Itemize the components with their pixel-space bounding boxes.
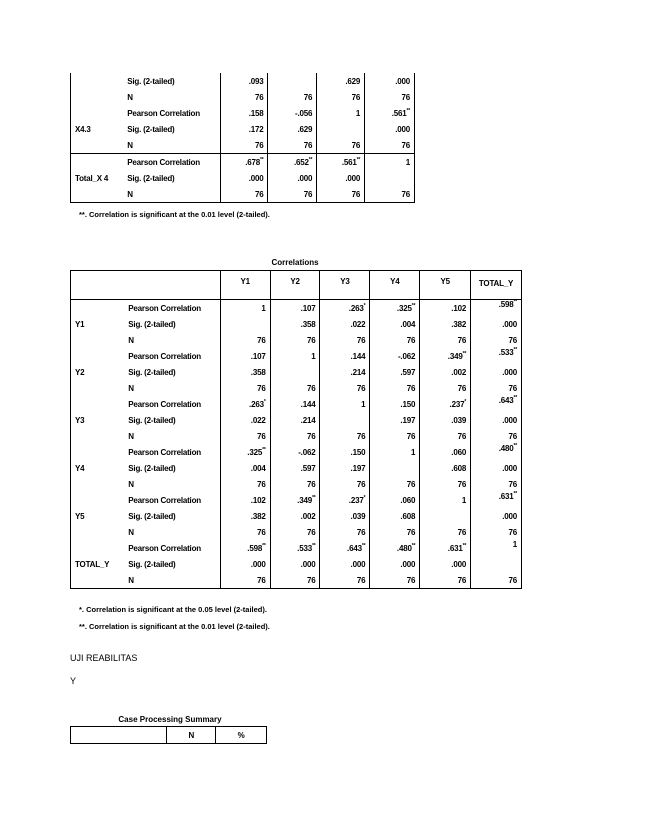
table-row [71, 476, 522, 492]
table-row [71, 524, 522, 540]
table-row [71, 332, 522, 348]
table-cell: .000 [471, 364, 522, 380]
table-cell: 76 [320, 524, 370, 540]
table-cell: .237* [420, 396, 471, 412]
table-cell: .608 [420, 460, 471, 476]
table-cell: .000 [420, 556, 471, 572]
table-cell: .197 [320, 460, 370, 476]
section-heading: UJI REABILITAS [70, 653, 138, 663]
statistic-label: Sig. (2-tailed) [128, 367, 176, 377]
statistic-label: N [124, 572, 220, 589]
table-cell: .000 [317, 170, 365, 186]
table-row [71, 396, 522, 412]
table-cell [220, 316, 270, 332]
case-processing-summary-table [70, 726, 267, 744]
table-cell: 76 [220, 428, 270, 444]
table-row [71, 154, 415, 171]
correlations-title: Correlations [271, 258, 319, 267]
table-cell: .237* [320, 492, 370, 508]
table-cell: 76 [268, 137, 317, 154]
table-cell: .598** [220, 540, 270, 556]
statistic-label: Sig. (2-tailed) [128, 463, 176, 473]
statistic-label: Sig. (2-tailed) [127, 76, 175, 86]
table-cell: 76 [270, 428, 320, 444]
table-cell: 76 [220, 524, 270, 540]
table-cell: .349** [270, 492, 320, 508]
table-cell: .002 [420, 364, 471, 380]
table-cell: .480** [370, 540, 420, 556]
row-group-label: Y5 [71, 492, 125, 540]
table-cell: 76 [268, 89, 317, 105]
table-cell: .597 [370, 364, 420, 380]
table-cell [320, 412, 370, 428]
column-header: Y3 [320, 271, 370, 300]
table-cell: .172 [220, 121, 268, 137]
footnote-significance-001: **. Correlation is significant at the 0.01 level (2-tailed). [79, 622, 270, 631]
table-cell: .000 [370, 556, 420, 572]
table-cell: .000 [220, 556, 270, 572]
table-cell: .382 [420, 316, 471, 332]
case-processing-summary-title: Case Processing Summary [118, 715, 222, 724]
row-group-label: Y2 [71, 348, 125, 396]
table-cell: .039 [320, 508, 370, 524]
table-cell: 76 [365, 137, 415, 154]
table-cell: 76 [420, 332, 471, 348]
table-cell: 76 [320, 380, 370, 396]
table-cell: .652** [268, 154, 317, 171]
table-cell: 76 [420, 428, 471, 444]
table-cell [317, 121, 365, 137]
table-cell: .598** [471, 300, 522, 317]
table-cell: .022 [320, 316, 370, 332]
table-row [71, 316, 522, 332]
statistic-label: N [123, 186, 220, 203]
table-cell: .358 [220, 364, 270, 380]
table-row [71, 300, 522, 317]
table-cell: .480** [471, 444, 522, 460]
statistic-label: Pearson Correlation [128, 543, 201, 553]
row-group-label: X4.3 [71, 121, 124, 137]
row-group-label: Total_X 4 [71, 154, 124, 203]
table-cell: .263* [320, 300, 370, 317]
table-cell: .643** [471, 396, 522, 412]
table-cell: 76 [320, 332, 370, 348]
table-cell: 1 [365, 154, 415, 171]
table-cell: 76 [370, 428, 420, 444]
row-group-label: Y4 [71, 444, 125, 492]
statistic-label: N [128, 479, 134, 489]
table-cell: .060 [370, 492, 420, 508]
table-row [71, 492, 522, 508]
statistic-label: N [123, 137, 220, 154]
table-cell: 76 [370, 572, 420, 589]
statistic-label: Sig. (2-tailed) [127, 173, 175, 183]
table-cell: 1 [370, 444, 420, 460]
statistic-label: Sig. (2-tailed) [128, 319, 176, 329]
statistic-label: N [128, 527, 134, 537]
table-cell: 76 [471, 524, 522, 540]
statistic-label: Sig. (2-tailed) [128, 559, 176, 569]
table-cell: 76 [220, 89, 268, 105]
table-cell [370, 460, 420, 476]
table-cell: -.062 [270, 444, 320, 460]
column-header: Y2 [270, 271, 320, 300]
table-cell: .325** [220, 444, 270, 460]
row-group-label [71, 73, 124, 89]
table-cell: 76 [270, 524, 320, 540]
table-cell: 76 [220, 572, 270, 589]
table-row [71, 428, 522, 444]
table-cell: .608 [370, 508, 420, 524]
correlation-table-x4 [70, 73, 415, 203]
table-cell [268, 73, 317, 89]
table-cell: 1 [317, 105, 365, 121]
footnote-significance-005: *. Correlation is significant at the 0.05 level (2-tailed). [79, 605, 267, 614]
table-cell: 1 [320, 396, 370, 412]
table-cell [420, 508, 471, 524]
statistic-label: Pearson Correlation [128, 495, 201, 505]
row-group-label: TOTAL_Y [71, 540, 125, 589]
table-cell: .678** [220, 154, 268, 171]
table-cell: 76 [317, 89, 365, 105]
table-cell: .533** [471, 348, 522, 364]
table-row [71, 556, 522, 572]
table-cell: .000 [268, 170, 317, 186]
table-cell: .039 [420, 412, 471, 428]
table-cell: 76 [270, 332, 320, 348]
row-group-label [71, 137, 124, 154]
table-cell: 76 [320, 476, 370, 492]
table-cell [365, 170, 415, 186]
header-corner [71, 727, 167, 744]
header-row [71, 271, 522, 300]
table-cell [471, 556, 522, 572]
statistic-label: Pearson Correlation [128, 447, 201, 457]
statistic-label: N [128, 383, 134, 393]
statistic-label: Sig. (2-tailed) [128, 511, 176, 521]
column-header: Y1 [220, 271, 270, 300]
table-cell: .631** [420, 540, 471, 556]
row-group-label [71, 105, 124, 121]
table-cell: 76 [471, 476, 522, 492]
table-cell: .102 [420, 300, 471, 317]
table-cell: .002 [270, 508, 320, 524]
table-row [71, 73, 415, 89]
table-row [71, 540, 522, 556]
table-cell: .004 [370, 316, 420, 332]
table-cell: .629 [317, 73, 365, 89]
table-cell: 76 [220, 332, 270, 348]
statistic-label: Pearson Correlation [127, 157, 200, 167]
table-cell: .197 [370, 412, 420, 428]
statistic-label: N [127, 92, 133, 102]
table-row [71, 572, 522, 589]
statistic-label: Sig. (2-tailed) [128, 415, 176, 425]
table-cell: .022 [220, 412, 270, 428]
table-cell: 76 [365, 89, 415, 105]
table-cell: 76 [420, 380, 471, 396]
header-corner [71, 271, 221, 300]
table-cell: .004 [220, 460, 270, 476]
table-row [71, 444, 522, 460]
table-cell: .060 [420, 444, 471, 460]
table-cell: 76 [370, 332, 420, 348]
table-cell: 76 [220, 476, 270, 492]
table-cell: 1 [270, 348, 320, 364]
table-cell: .000 [270, 556, 320, 572]
table-cell: -.062 [370, 348, 420, 364]
table-cell: 76 [317, 186, 365, 203]
table-cell: .000 [471, 412, 522, 428]
table-row [71, 508, 522, 524]
table-cell: .382 [220, 508, 270, 524]
table-row [71, 380, 522, 396]
statistic-label: N [128, 335, 134, 345]
table-cell: 1 [471, 540, 522, 556]
table-cell: .000 [220, 170, 268, 186]
column-header: Y5 [420, 271, 471, 300]
statistic-label: Pearson Correlation [128, 303, 201, 313]
table-cell: 76 [471, 428, 522, 444]
table-cell: .000 [365, 73, 415, 89]
table-cell: .631** [471, 492, 522, 508]
table-cell: .349** [420, 348, 471, 364]
table-cell: .093 [220, 73, 268, 89]
table-row [71, 137, 415, 154]
column-header: % [216, 727, 267, 744]
table-cell: .158 [220, 105, 268, 121]
table-cell: 76 [420, 524, 471, 540]
table-cell: .144 [270, 396, 320, 412]
table-cell: .561** [365, 105, 415, 121]
table-row [71, 348, 522, 364]
column-header: Y4 [370, 271, 420, 300]
table-cell: 76 [320, 572, 370, 589]
table-row [71, 105, 415, 121]
table-cell: .150 [370, 396, 420, 412]
table-row [71, 412, 522, 428]
table-cell: .358 [270, 316, 320, 332]
table-row [71, 460, 522, 476]
table-cell: 76 [471, 380, 522, 396]
table-cell: 76 [220, 380, 270, 396]
variable-label: Y [70, 676, 77, 686]
table-cell: .000 [320, 556, 370, 572]
table-cell: 76 [268, 186, 317, 203]
table-cell: .629 [268, 121, 317, 137]
table-cell: .597 [270, 460, 320, 476]
table-cell: 76 [370, 524, 420, 540]
table-row [71, 89, 415, 105]
table-cell: .000 [471, 460, 522, 476]
correlations-table-y [70, 270, 522, 589]
statistic-label: N [128, 431, 134, 441]
table-cell: 76 [317, 137, 365, 154]
table-cell: .561** [317, 154, 365, 171]
table-cell: .214 [320, 364, 370, 380]
table-cell: .107 [220, 348, 270, 364]
table-cell: 76 [420, 476, 471, 492]
table-cell: -.056 [268, 105, 317, 121]
table-cell: 76 [471, 332, 522, 348]
statistic-label: Pearson Correlation [128, 399, 201, 409]
footnote-significance-001: **. Correlation is significant at the 0.01 level (2-tailed). [79, 210, 270, 219]
row-group-label: Y3 [71, 396, 125, 444]
statistic-label: Pearson Correlation [128, 351, 201, 361]
column-header: TOTAL_Y [471, 271, 522, 300]
table-cell: 1 [220, 300, 270, 317]
table-cell: .000 [471, 316, 522, 332]
table-cell: .000 [471, 508, 522, 524]
table-cell: 76 [420, 572, 471, 589]
table-row [71, 364, 522, 380]
table-cell: 76 [220, 137, 268, 154]
table-cell: 76 [365, 186, 415, 203]
statistic-label: Pearson Correlation [127, 108, 200, 118]
table-cell: .144 [320, 348, 370, 364]
table-cell: .643** [320, 540, 370, 556]
row-group-label: Y1 [71, 300, 125, 349]
table-cell: 76 [270, 476, 320, 492]
table-cell: .325** [370, 300, 420, 317]
table-cell: 76 [270, 380, 320, 396]
table-cell: 76 [370, 476, 420, 492]
table-cell: .263* [220, 396, 270, 412]
row-group-label [71, 89, 124, 105]
table-cell: 76 [370, 380, 420, 396]
table-cell: .214 [270, 412, 320, 428]
table-row [71, 121, 415, 137]
table-cell: 1 [420, 492, 471, 508]
table-cell: 76 [320, 428, 370, 444]
column-header: N [167, 727, 216, 744]
table-cell: .000 [365, 121, 415, 137]
statistic-label: Sig. (2-tailed) [127, 124, 175, 134]
table-cell: .107 [270, 300, 320, 317]
table-cell: .102 [220, 492, 270, 508]
table-cell: 76 [220, 186, 268, 203]
table-cell [270, 364, 320, 380]
table-cell: .533** [270, 540, 320, 556]
table-cell: .150 [320, 444, 370, 460]
table-cell: 76 [270, 572, 320, 589]
table-cell: 76 [471, 572, 522, 589]
